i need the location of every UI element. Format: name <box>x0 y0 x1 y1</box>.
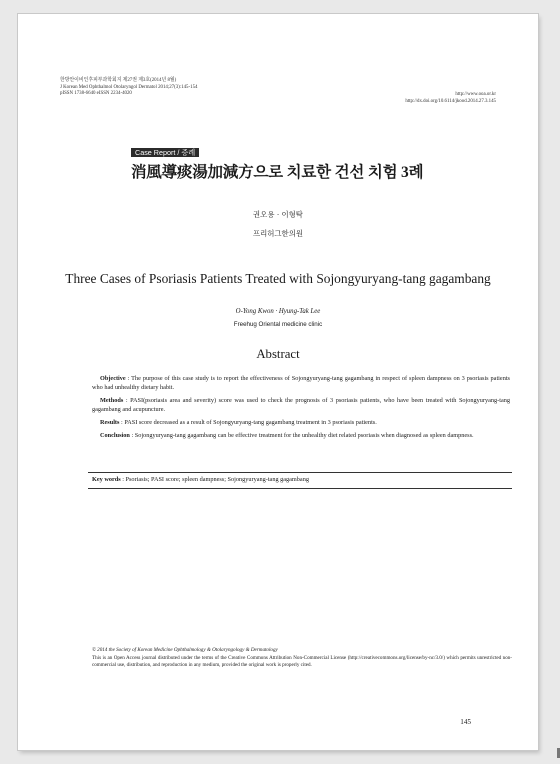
affiliation-korean: 프리허그한의원 <box>253 229 303 238</box>
abstract-objective <box>92 375 510 392</box>
journal-name-ko: 한방안이비인후피부과학회지 제27권 제3호(2014년 8월) <box>60 78 177 83</box>
authors-english: O-Yong Kwon · Hyung-Tak Lee <box>235 308 321 315</box>
copyright-footer <box>92 647 512 670</box>
keywords-label: Key words <box>92 476 121 483</box>
abstract-body <box>92 375 510 445</box>
divider-top <box>88 472 512 473</box>
methods-text: : PASI(psoriasis area and severity) score was used to check the prognosis of 3 psoriasis patients, who have been treated with Sojongyuryang-tang gagambang and acupuncture. <box>92 396 510 413</box>
abstract-results <box>92 419 510 428</box>
conclusion-label: Conclusion <box>100 432 130 440</box>
doi-link[interactable]: http://dx.doi.org/10.6114/jkood.2014.27.3.145 <box>405 98 496 104</box>
journal-page <box>18 14 538 750</box>
methods-label: Methods <box>100 396 124 404</box>
keywords <box>92 476 309 484</box>
abstract-heading: Abstract <box>256 347 300 361</box>
title-korean: 消風導痰湯加減方으로 치료한 건선 치험 3례 <box>131 164 424 181</box>
copyright-line: © 2014 the Society of Korean Medicine Ophthalmology & Otolaryngology & Dermatology <box>92 647 278 653</box>
divider-bottom <box>88 488 512 489</box>
objective-label: Objective <box>100 375 126 382</box>
license-text: This is an Open Access journal distributed under the terms of the Creative Commons Attribution Non-Commercial License (http://creativecommons.org/license/by-nc/3.0/) which permits unrestricted non-commercial use, distribution, and reproduction in any medium, provided the original work is properly cited. <box>92 654 512 668</box>
affiliation-english: Freehug Oriental medicine clinic <box>233 321 323 328</box>
title-english: Three Cases of Psoriasis Patients Treated with Sojongyuryang-tang gagambang <box>65 271 491 286</box>
objective-text: : The purpose of this case study is to report the effectiveness of Sojongyuryang-tang gagambang in respect of spleen dampness on 3 psoriasis patients who had unhealthy dietary habit. <box>92 375 510 391</box>
keywords-text: : Psoriasis; PASI score; spleen dampness; Sojongyuryang-tang gagambang <box>120 476 309 483</box>
page-number: 145 <box>460 718 471 726</box>
abstract-conclusion <box>92 432 510 441</box>
journal-issn: pISSN 1738-6640 eISSN 2234-4020 <box>60 91 132 97</box>
journal-url[interactable]: http://www.ooa.or.kr <box>455 92 496 97</box>
abstract-methods <box>92 397 510 414</box>
journal-citation: J Korean Med Ophthalmol Otolaryngol Dermatol 2014;27(3):145-154 <box>60 84 198 90</box>
article-type-badge: Case Report / 증례 <box>131 148 199 157</box>
conclusion-text: : Sojongyuryang-tang gagambang can be effective treatment for the unhealthy diet related psoriasis when diagnosed as spleen dampness. <box>129 432 474 440</box>
results-label: Results <box>100 418 120 426</box>
authors-korean: 권오용 · 이형탁 <box>253 210 303 219</box>
results-text: : PASI score decreased as a result of Sojongyuryang-tang gagambang treatment in 3 psoriasis patients. <box>119 418 377 426</box>
journal-header-right <box>405 92 496 105</box>
journal-header-left <box>60 78 197 98</box>
